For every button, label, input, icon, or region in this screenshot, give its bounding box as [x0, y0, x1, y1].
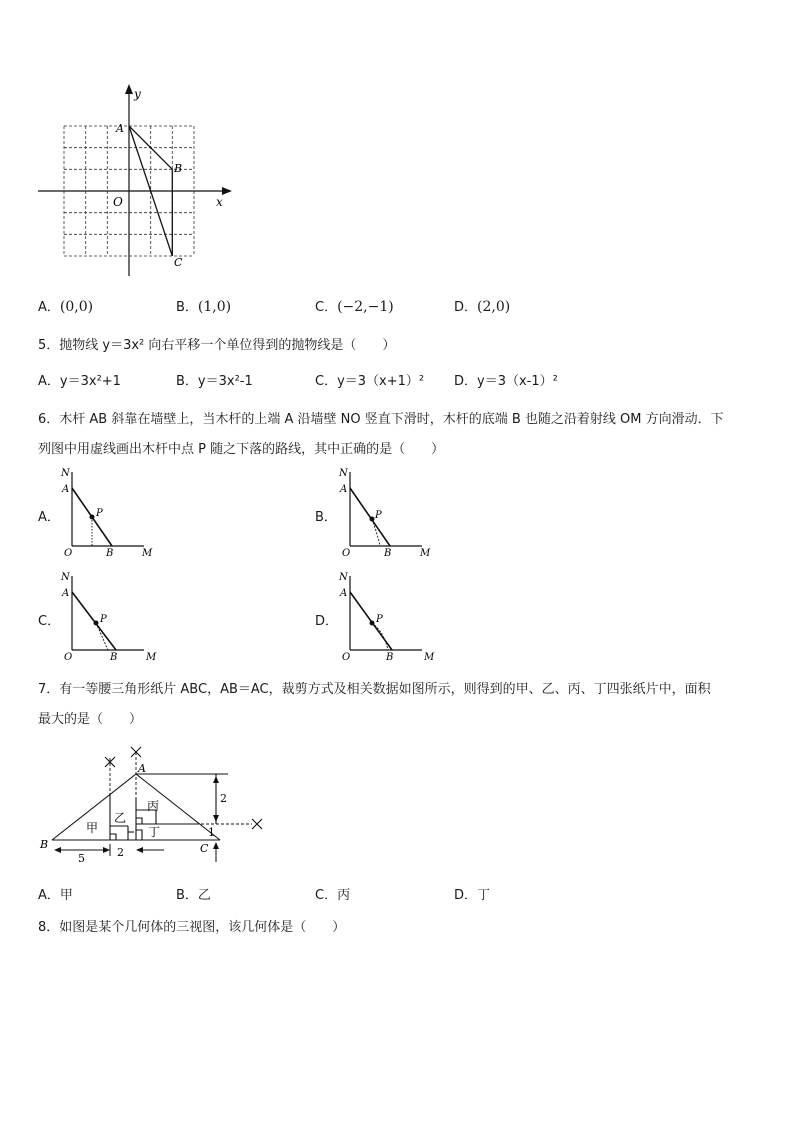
- q6-option-a-letter: A．: [38, 510, 60, 525]
- q6-question-line2: 列图中用虚线画出木杆中点 P 随之下落的路线，其中正确的是（ ）: [38, 442, 445, 457]
- svg-text:B: B: [386, 652, 394, 663]
- svg-text:O: O: [64, 548, 73, 559]
- svg-text:P: P: [375, 510, 382, 521]
- svg-text:M: M: [424, 652, 435, 663]
- svg-text:A: A: [62, 588, 70, 599]
- q7-option-b: B．乙: [176, 888, 211, 903]
- q6-option-b-letter: B．: [315, 510, 337, 525]
- q7-option-c: C．丙: [315, 888, 351, 903]
- q6-figure-b: [334, 462, 444, 562]
- q5-option-d: D．y＝3（x-1）²: [454, 374, 558, 389]
- svg-text:N: N: [61, 468, 70, 479]
- svg-text:N: N: [61, 572, 70, 583]
- svg-text:丁: 丁: [148, 825, 161, 839]
- svg-text:M: M: [142, 548, 153, 559]
- q5-option-b: B．y＝3x²-1: [176, 374, 253, 389]
- svg-text:O: O: [64, 652, 73, 663]
- svg-text:B: B: [110, 652, 118, 663]
- q5-option-a: A．y＝3x²+1: [38, 374, 121, 389]
- q8-question: 8．如图是某个几何体的三视图，该几何体是（ ）: [38, 920, 346, 935]
- svg-text:M: M: [146, 652, 157, 663]
- q4-option-d: D．(2,0): [454, 299, 511, 315]
- q5-question: 5．抛物线 y＝3x² 向右平移一个单位得到的抛物线是（ ）: [38, 338, 396, 353]
- svg-text:2: 2: [220, 792, 227, 805]
- svg-text:A: A: [138, 762, 146, 775]
- svg-text:A: A: [340, 588, 348, 599]
- svg-text:C: C: [200, 842, 209, 855]
- point-a-label: A: [116, 122, 124, 135]
- q4-option-b: B．(1,0): [176, 299, 232, 315]
- svg-text:A: A: [340, 484, 348, 495]
- q6-figure-a: [56, 462, 166, 562]
- origin-label: O: [113, 195, 123, 209]
- q7-question-line1: 7．有一等腰三角形纸片 ABC，AB＝AC，裁剪方式及相关数据如图所示，则得到的甲、乙、丙、丁四张纸片中，面积: [38, 682, 711, 697]
- q7-triangle-figure: [30, 738, 280, 868]
- q6-question-line1: 6．木杆 AB 斜靠在墙壁上，当木杆的上端 A 沿墙壁 NO 竖直下滑时，木杆的底端 B 也随之沿着射线 OM 方向滑动．下: [38, 412, 724, 427]
- q7-option-d: D．丁: [454, 888, 491, 903]
- svg-text:丙: 丙: [147, 799, 160, 813]
- svg-text:O: O: [342, 652, 351, 663]
- svg-text:M: M: [420, 548, 431, 559]
- q6-figure-c: [56, 566, 166, 666]
- svg-text:2: 2: [117, 846, 124, 859]
- q6-option-c-letter: C．: [38, 614, 61, 629]
- q5-option-c: C．y＝3（x+1）²: [315, 374, 425, 389]
- q7-question-line2: 最大的是（ ）: [38, 712, 143, 727]
- point-b-label: B: [174, 162, 183, 175]
- svg-text:N: N: [339, 468, 348, 479]
- svg-text:P: P: [376, 614, 383, 625]
- y-axis-label: y: [134, 87, 141, 101]
- svg-text:B: B: [106, 548, 114, 559]
- svg-text:B: B: [40, 838, 49, 851]
- point-c-label: C: [174, 256, 183, 269]
- svg-text:O: O: [342, 548, 351, 559]
- q7-option-a: A．甲: [38, 888, 73, 903]
- svg-text:P: P: [100, 614, 107, 625]
- q4-option-c: C．(−2,−1): [315, 299, 394, 315]
- svg-text:乙: 乙: [114, 811, 127, 825]
- q4-option-a: A．(0,0): [38, 299, 94, 315]
- q6-option-d-letter: D．: [315, 614, 339, 629]
- svg-text:N: N: [339, 572, 348, 583]
- coordinate-grid-figure: [30, 80, 250, 285]
- q6-figure-d: [334, 566, 444, 666]
- svg-text:甲: 甲: [86, 821, 99, 835]
- x-axis-label: x: [216, 195, 223, 209]
- svg-text:A: A: [62, 484, 70, 495]
- svg-text:B: B: [384, 548, 392, 559]
- svg-text:P: P: [96, 508, 103, 519]
- svg-text:5: 5: [78, 852, 85, 865]
- svg-text:1: 1: [208, 826, 215, 839]
